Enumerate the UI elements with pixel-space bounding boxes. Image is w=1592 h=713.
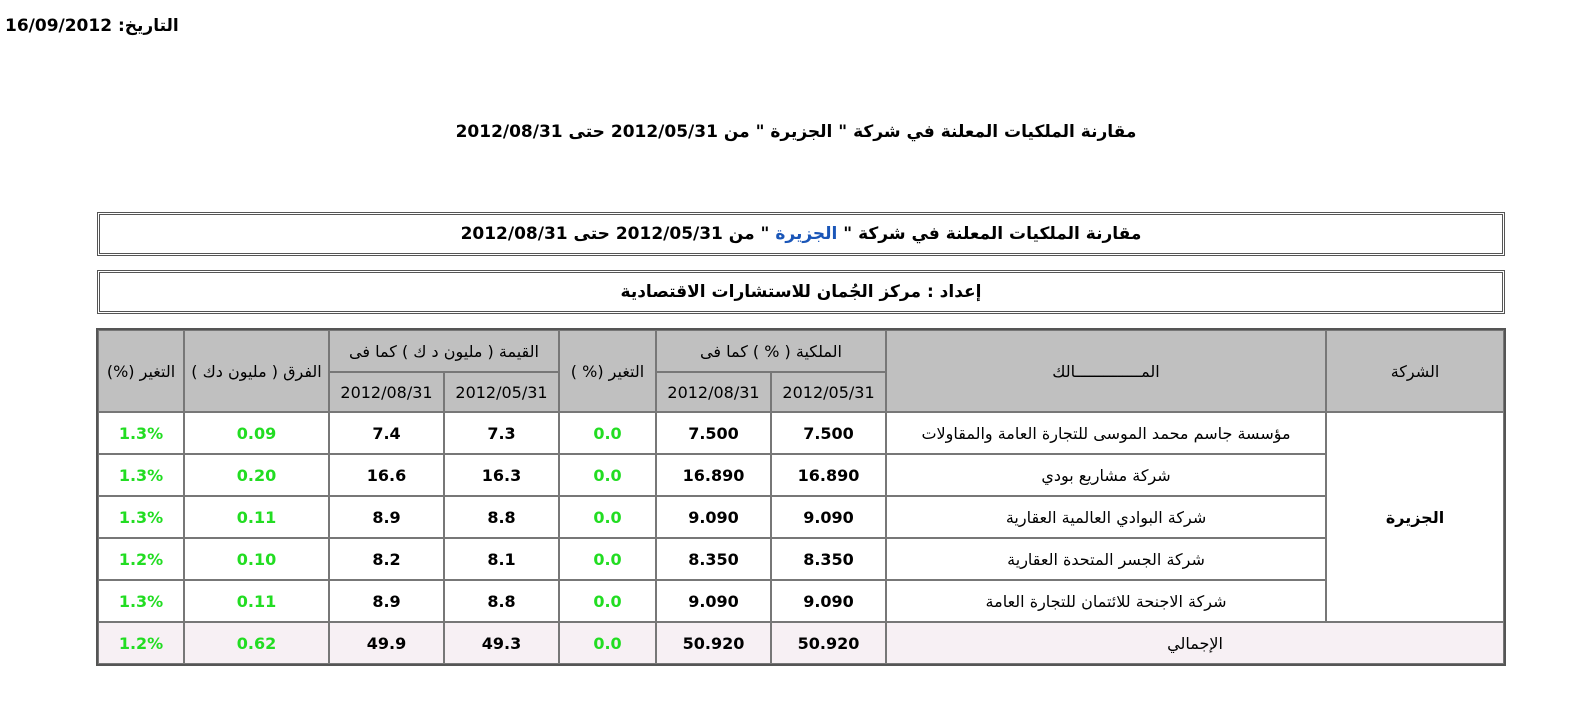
total-value-date1: 49.3	[444, 622, 559, 664]
ownership-date1-cell: 16.890	[771, 454, 886, 496]
value-date1-cell: 8.8	[444, 496, 559, 538]
header-value: القيمة ( مليون د ك ) كما فى	[329, 330, 559, 372]
header-value-date2: 2012/08/31	[329, 372, 444, 412]
header-value-change: التغير (%)	[98, 330, 184, 412]
difference-cell: 0.11	[184, 580, 329, 622]
ownership-date2-cell: 8.350	[656, 538, 771, 580]
title-suffix: " من 2012/05/31 حتى 2012/08/31	[460, 224, 776, 244]
difference-cell: 0.20	[184, 454, 329, 496]
ownership-date2-cell: 7.500	[656, 412, 771, 454]
total-difference: 0.62	[184, 622, 329, 664]
total-value-change: 1.2%	[98, 622, 184, 664]
ownership-date1-cell: 7.500	[771, 412, 886, 454]
value-date1-cell: 7.3	[444, 412, 559, 454]
header-difference: الفرق ( مليون دك )	[184, 330, 329, 412]
table-title-box	[97, 212, 1505, 256]
ownership-date1-cell: 9.090	[771, 496, 886, 538]
ownership-change-cell: 0.0	[559, 412, 656, 454]
value-change-cell: 1.2%	[98, 538, 184, 580]
ownership-date1-cell: 9.090	[771, 580, 886, 622]
value-date1-cell: 8.8	[444, 580, 559, 622]
title-company: الجزيرة	[775, 224, 838, 244]
owner-cell: مؤسسة جاسم محمد الموسى للتجارة العامة والمقاولات	[886, 412, 1326, 454]
total-ownership-date2: 50.920	[656, 622, 771, 664]
owner-cell: شركة البوادي العالمية العقارية	[886, 496, 1326, 538]
ownership-table	[96, 328, 1506, 666]
report-date	[5, 16, 179, 36]
header-ownership-date2: 2012/08/31	[656, 372, 771, 412]
total-value-date2: 49.9	[329, 622, 444, 664]
value-change-cell: 1.3%	[98, 580, 184, 622]
owner-cell: شركة مشاريع بودي	[886, 454, 1326, 496]
value-date2-cell: 8.9	[329, 580, 444, 622]
table-row	[98, 454, 1504, 496]
owner-cell: شركة الجسر المتحدة العقارية	[886, 538, 1326, 580]
value-date2-cell: 8.9	[329, 496, 444, 538]
difference-cell: 0.09	[184, 412, 329, 454]
total-label: الإجمالي	[886, 622, 1504, 664]
date-label: التاريخ:	[117, 16, 179, 36]
value-change-cell: 1.3%	[98, 496, 184, 538]
value-change-cell: 1.3%	[98, 454, 184, 496]
ownership-date2-cell: 16.890	[656, 454, 771, 496]
value-date2-cell: 7.4	[329, 412, 444, 454]
ownership-change-cell: 0.0	[559, 580, 656, 622]
difference-cell: 0.10	[184, 538, 329, 580]
value-date2-cell: 16.6	[329, 454, 444, 496]
ownership-change-cell: 0.0	[559, 454, 656, 496]
difference-cell: 0.11	[184, 496, 329, 538]
ownership-change-cell: 0.0	[559, 496, 656, 538]
header-company: الشركة	[1326, 330, 1504, 412]
table-row	[98, 496, 1504, 538]
prepared-by-box: إعداد : مركز الجُمان للاستشارات الاقتصادية	[97, 270, 1505, 314]
header-ownership-date1: 2012/05/31	[771, 372, 886, 412]
ownership-date2-cell: 9.090	[656, 580, 771, 622]
value-date1-cell: 8.1	[444, 538, 559, 580]
owner-cell: شركة الاجنحة للائتمان للتجارة العامة	[886, 580, 1326, 622]
value-date1-cell: 16.3	[444, 454, 559, 496]
date-value: 16/09/2012	[5, 16, 113, 36]
header-owner: المــــــــــــــالك	[886, 330, 1326, 412]
header-value-date1: 2012/05/31	[444, 372, 559, 412]
ownership-date1-cell: 8.350	[771, 538, 886, 580]
table-row	[98, 412, 1504, 454]
total-row	[98, 622, 1504, 664]
company-cell: الجزيرة	[1326, 412, 1504, 622]
table-row	[98, 580, 1504, 622]
table-row	[98, 538, 1504, 580]
total-ownership-change: 0.0	[559, 622, 656, 664]
page-title: مقارنة الملكيات المعلنة في شركة " الجزيرة " من 2012/05/31 حتى 2012/08/31	[455, 122, 1137, 142]
title-prefix: مقارنة الملكيات المعلنة في شركة "	[837, 224, 1142, 244]
ownership-date2-cell: 9.090	[656, 496, 771, 538]
total-ownership-date1: 50.920	[771, 622, 886, 664]
header-ownership: الملكية ( % ) كما فى	[656, 330, 886, 372]
header-ownership-change: التغير (% )	[559, 330, 656, 412]
value-change-cell: 1.3%	[98, 412, 184, 454]
ownership-change-cell: 0.0	[559, 538, 656, 580]
value-date2-cell: 8.2	[329, 538, 444, 580]
